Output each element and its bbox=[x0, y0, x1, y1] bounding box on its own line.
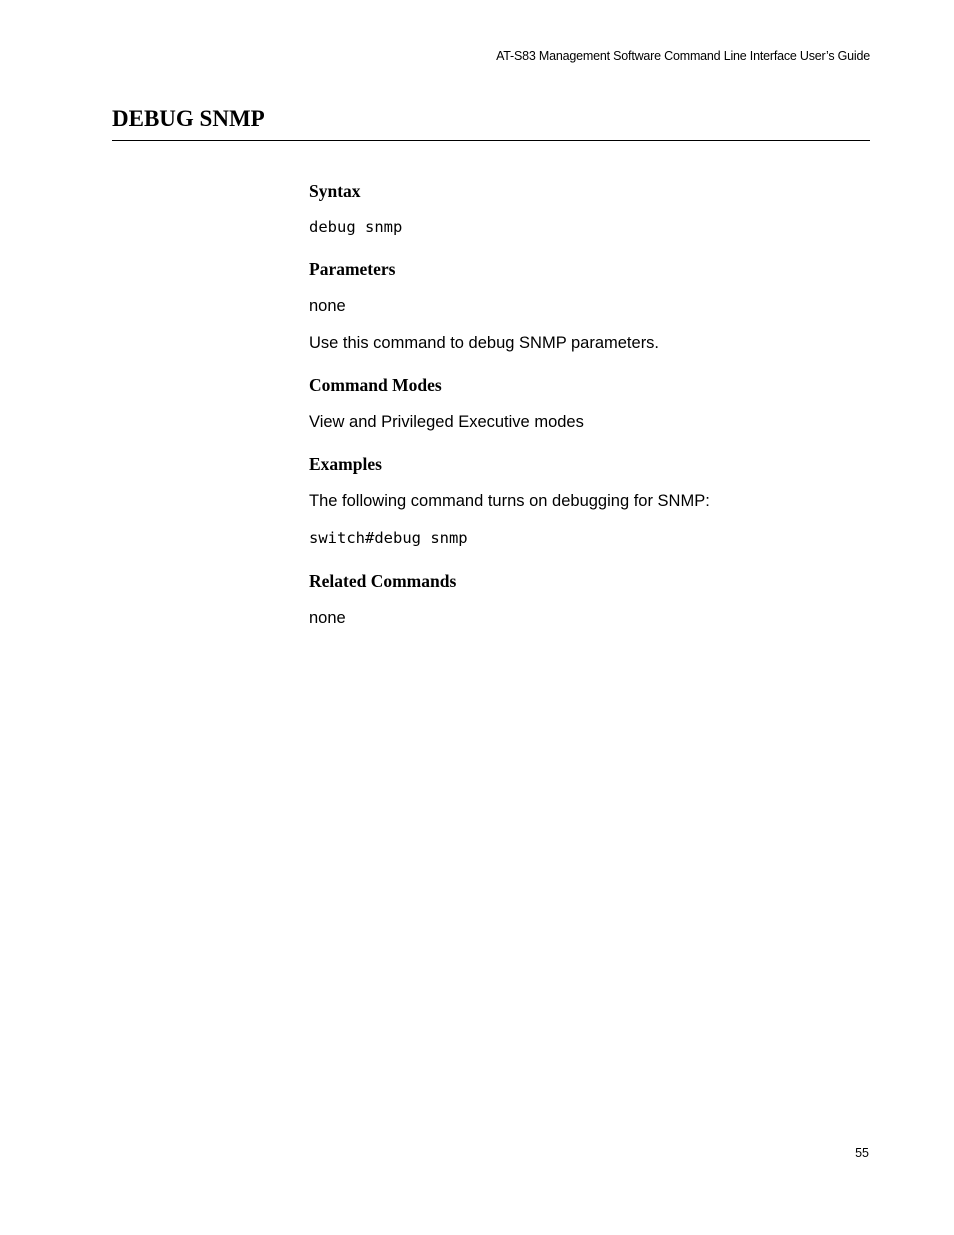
command-modes-heading: Command Modes bbox=[309, 375, 442, 395]
related-commands-text: none bbox=[309, 609, 346, 627]
example-code: switch#debug snmp bbox=[309, 529, 468, 547]
examples-heading: Examples bbox=[309, 454, 382, 474]
related-commands-heading: Related Commands bbox=[309, 571, 457, 591]
parameters-heading: Parameters bbox=[309, 259, 396, 279]
running-header: AT-S83 Management Software Command Line Interface User’s Guide bbox=[496, 49, 870, 63]
command-modes-text: View and Privileged Executive modes bbox=[309, 413, 584, 431]
title-divider bbox=[112, 140, 870, 141]
command-content bbox=[309, 180, 869, 628]
page-title: DEBUG SNMP bbox=[112, 106, 265, 131]
syntax-heading: Syntax bbox=[309, 181, 361, 201]
command-description: Use this command to debug SNMP parameters. bbox=[309, 334, 660, 352]
page-number: 55 bbox=[855, 1146, 869, 1160]
parameters-text: none bbox=[309, 297, 346, 315]
syntax-code: debug snmp bbox=[309, 218, 403, 236]
examples-text: The following command turns on debugging for SNMP: bbox=[309, 492, 710, 510]
